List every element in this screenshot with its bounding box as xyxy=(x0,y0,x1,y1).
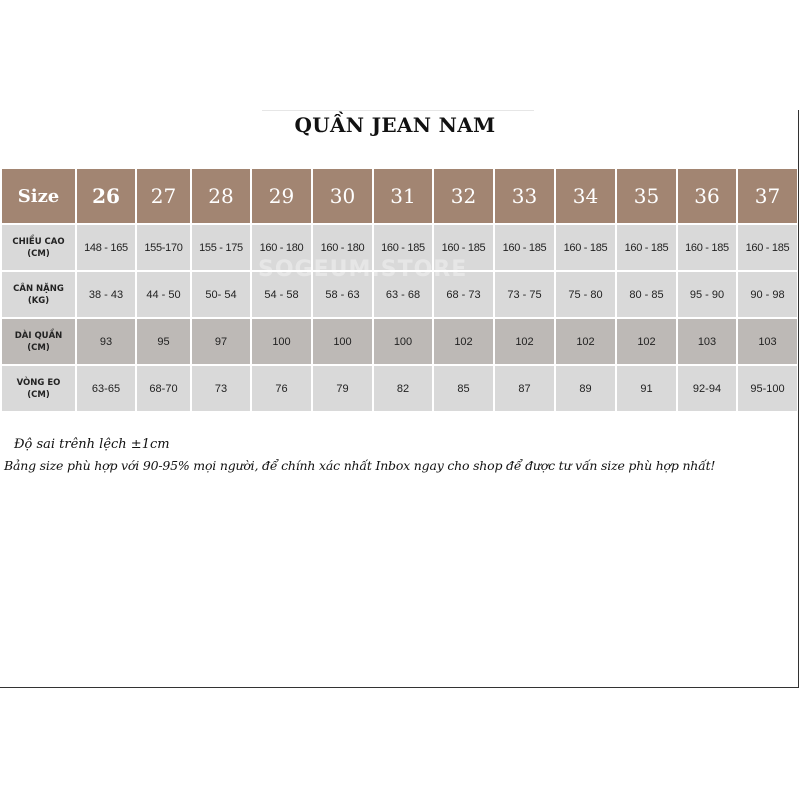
table-cell: 160 - 185 xyxy=(434,225,493,270)
page-title: QUẦN JEAN NAM xyxy=(294,113,496,137)
size-header-cell: 36 xyxy=(678,169,736,223)
table-cell: 155 - 175 xyxy=(192,225,250,270)
table-cell: 155-170 xyxy=(137,225,190,270)
size-header-label: Size xyxy=(2,169,75,223)
table-cell: 92-94 xyxy=(678,366,736,411)
table-cell: 54 - 58 xyxy=(252,272,311,317)
table-cell: 148 - 165 xyxy=(77,225,135,270)
size-header-cell: 33 xyxy=(495,169,554,223)
table-cell: 85 xyxy=(434,366,493,411)
table-cell: 102 xyxy=(495,319,554,364)
row-label-length: DÀI QUẦN (CM) xyxy=(2,319,75,364)
table-row-waist xyxy=(2,366,797,411)
table-cell: 68 - 73 xyxy=(434,272,493,317)
size-header-cell: 26 xyxy=(77,169,135,223)
table-cell: 160 - 185 xyxy=(495,225,554,270)
size-header-cell: 30 xyxy=(313,169,372,223)
table-cell: 103 xyxy=(678,319,736,364)
store-watermark: SOGEUM.STORE xyxy=(258,257,468,282)
table-cell: 160 - 185 xyxy=(617,225,676,270)
table-cell: 93 xyxy=(77,319,135,364)
table-cell: 100 xyxy=(374,319,432,364)
table-cell: 50- 54 xyxy=(192,272,250,317)
table-cell: 82 xyxy=(374,366,432,411)
size-header-cell: 37 xyxy=(738,169,797,223)
table-cell: 102 xyxy=(617,319,676,364)
table-cell: 89 xyxy=(556,366,615,411)
table-cell: 95-100 xyxy=(738,366,797,411)
size-header-cell: 29 xyxy=(252,169,311,223)
table-cell: 100 xyxy=(252,319,311,364)
tolerance-note: Độ sai trênh lệch ±1cm xyxy=(14,437,170,452)
table-cell: 58 - 63 xyxy=(313,272,372,317)
table-cell: 102 xyxy=(556,319,615,364)
table-cell: 103 xyxy=(738,319,797,364)
size-header-cell: 34 xyxy=(556,169,615,223)
table-cell: 73 xyxy=(192,366,250,411)
table-cell: 44 - 50 xyxy=(137,272,190,317)
row-label-height: CHIỀU CAO (CM) xyxy=(2,225,75,270)
table-cell: 38 - 43 xyxy=(77,272,135,317)
table-cell: 63 - 68 xyxy=(374,272,432,317)
row-label-weight: CÂN NẶNG (KG) xyxy=(2,272,75,317)
table-cell: 100 xyxy=(313,319,372,364)
table-cell: 68-70 xyxy=(137,366,190,411)
table-cell: 160 - 180 xyxy=(252,225,311,270)
table-row-length xyxy=(2,319,797,364)
advice-note: Bảng size phù hợp với 90-95% mọi người, để chính xác nhất Inbox ngay cho shop để được tư vấn size phù hợp nhất! xyxy=(4,458,716,473)
table-row-height xyxy=(2,225,797,270)
table-cell: 160 - 180 xyxy=(313,225,372,270)
table-cell: 95 xyxy=(137,319,190,364)
size-header-cell: 28 xyxy=(192,169,250,223)
table-cell: 87 xyxy=(495,366,554,411)
table-cell: 91 xyxy=(617,366,676,411)
size-header-cell: 35 xyxy=(617,169,676,223)
table-cell: 63-65 xyxy=(77,366,135,411)
table-row-weight xyxy=(2,272,797,317)
row-label-waist: VÒNG EO (CM) xyxy=(2,366,75,411)
table-cell: 97 xyxy=(192,319,250,364)
table-cell: 160 - 185 xyxy=(678,225,736,270)
table-cell: 79 xyxy=(313,366,372,411)
table-cell: 95 - 90 xyxy=(678,272,736,317)
table-cell: 76 xyxy=(252,366,311,411)
size-header-cell: 31 xyxy=(374,169,432,223)
table-cell: 90 - 98 xyxy=(738,272,797,317)
table-cell: 73 - 75 xyxy=(495,272,554,317)
size-header-cell: 32 xyxy=(434,169,493,223)
table-cell: 160 - 185 xyxy=(738,225,797,270)
table-cell: 102 xyxy=(434,319,493,364)
table-cell: 160 - 185 xyxy=(556,225,615,270)
size-chart-table xyxy=(0,167,799,413)
table-cell: 75 - 80 xyxy=(556,272,615,317)
size-header-row xyxy=(2,169,797,223)
table-cell: 160 - 185 xyxy=(374,225,432,270)
table-cell: 80 - 85 xyxy=(617,272,676,317)
size-header-cell: 27 xyxy=(137,169,190,223)
